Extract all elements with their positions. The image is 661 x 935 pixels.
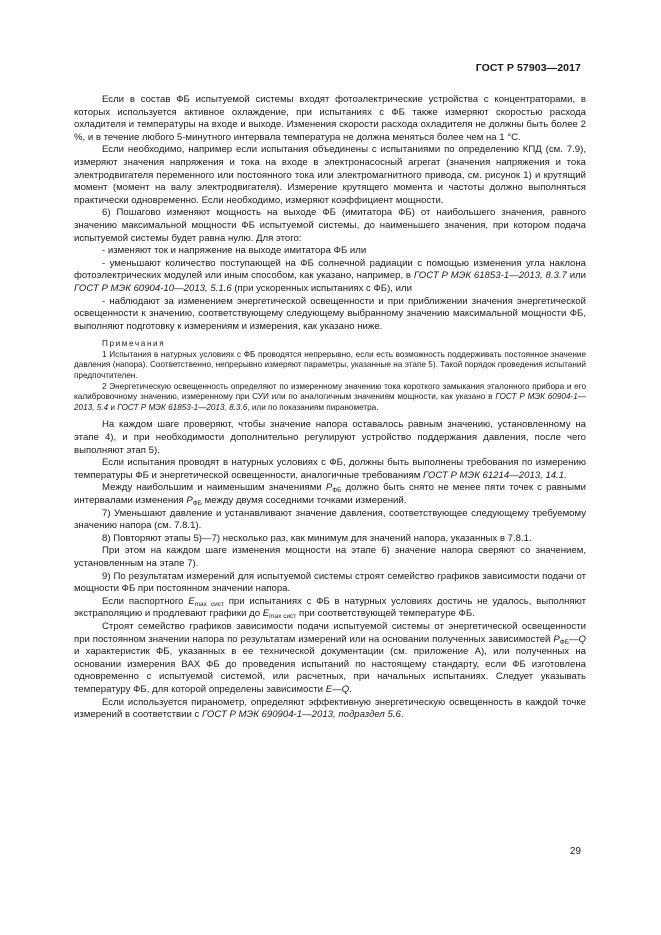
page-content (74, 94, 586, 722)
paragraph-head-verify: При этом на каждом шаге изменения мощности на этапе 6) значение напора сверяют со значением, установленным на этапе 7). (74, 545, 586, 569)
paragraph-field-tests: Если испытания проводят в натурных условиях с ФБ, должны быть выполнены требования по измерению температуры ФБ и энергетической освещенности, аналогичные требованиям ГОСТ Р МЭК 61214—2013, 14.1. (74, 457, 586, 481)
paragraph-step-6: 6) Пошагово изменяют мощность на выходе ФБ (имитатора ФБ) от наибольшего значения, равного значению максимальной мощности ФБ испытуемой системы, до наименьшего значения, при котором подача испытуемой системы будет равна нулю. Для этого: (74, 207, 586, 244)
note-1: 1 Испытания в натурных условиях с ФБ проводятся непрерывно, если есть возможность поддерживать постоянное значение давления (напора). Соответственно, непрерывно измеряют параметры, указанные на этапе 5). Такой порядок проведения испытаний предпочтителен. (74, 349, 586, 381)
bullet-item-3: - наблюдают за изменением энергетической освещенности и при приближении значения энергетической освещенности к значению, соответствующему следующему выбранному значению максимальной мощности ФБ, выполняют подготовку к измерениям и измерения, как указано ниже. (74, 295, 586, 332)
paragraph-cooling: Если в состав ФБ испытуемой системы входят фотоэлектрические устройства с концентраторами, в которых используется активное охлаждение, при испытаниях с ФБ также измеряют скоростью расхода охладителя и температуры на входе и выходе. Изменения скорости расхода охладителя не должны быть более 2 %, и в течение любого 5-минутного интервала температура не должна меняться более чем на 1 °С. (74, 94, 586, 143)
paragraph-step-7: 7) Уменьшают давление и устанавливают значение давления, соответствующее следующему требуемому значению напора (см. 7.8.1). (74, 507, 586, 532)
paragraph-five-points: Между наибольшим и наименьшим значениями $P_{ФБ}$ должно быть снято не менее пяти точек с равными интервалами изменения $P_{ФБ}$ между двумя соседними точками измерений. (74, 482, 586, 507)
paragraph-head-check: На каждом шаге проверяют, чтобы значение напора оставалось равным значению, установленному на этапе 4), и при необходимости дополнительно регулируют устройство поддержания давления, после чего выполняют этап 5). (74, 419, 586, 456)
paragraph-step-8: 8) Повторяют этапы 5)—7) несколько раз, как минимум для значений напора, указанных в 7.8.1. (102, 532, 532, 544)
paragraph-efficiency: Если необходимо, например если испытания объединены с испытаниями по определению КПД (см. 7.9), измеряют значения напряжения и тока на входе в электронасосный агрегат (значения напряжения и тока электродвигателя переменного или постоянного тока или электромагнитного привода, см. рисунок 1) и крутящий момент (момент на валу электродвигателя). Измерение крутящего момента и частоты должно выполняться практически одновременно. Если необходимо, измеряют коэффициент мощности. (74, 144, 586, 206)
notes-title: Примечания (102, 339, 166, 349)
paragraph-graph-family: Строят семейство графиков зависимости подачи испытуемой системы от энергетической освещенности при постоянном значении напора по результатам измерений или на основании полученных зависимостей $P_{ФБ}—Q$ и характеристик ФБ, указанных в ее технической документации (см. приложение А), или полученных на основании измерения ВАХ ФБ до проведения испытаний по настоящему стандарту, если ФБ изготовлена одновременно с испытуемой системой, или расчетных, при начальных испытаниях. Следует указывать температуру ФБ, для которой определены зависимости E—Q. (74, 620, 586, 695)
note-2: 2 Энергетическую освещенность определяют по измеренному значению тока короткого замыкания эталонного прибора и его калибровочному значению, измеренному при СУИ или по аналогичным значениям мощности, как указано в ГОСТ Р МЭК 60904-1—2013, 5.4 и ГОСТ Р МЭК 61853-1—2013, 8.3.6, или по показаниям пиранометра. (74, 381, 586, 412)
page-number: 29 (569, 846, 581, 857)
bullet-item-2: - уменьшают количество поступающей на ФБ солнечной радиации с помощью изменения угла наклона фотоэлектрических модулей или иным способом, как указано, например, в ГОСТ Р МЭК 61853-1—2013, 8.3.7 или ГОСТ Р МЭК 60904-10—2013, 5.1.6 (при ускоренных испытаниях с ФБ), или (74, 257, 587, 294)
paragraph-pyranometer: Если используется пиранометр, определяют эффективную энергетическую освещенность в каждой точке измерений в соответствии с ГОСТ Р МЭК 690904-1—2013, подраздел 5.6. (74, 696, 586, 721)
paragraph-step-9: 9) По результатам измерений для испытуемой системы строят семейство графиков зависимости подачи от мощности ФБ при постоянном значении напора. (74, 570, 586, 595)
paragraph-extrapolation: Если паспортного $E_{max сист}$ при испытаниях с ФБ в натурных условиях достичь не удалось, выполняют экстраполяцию и продлевают графики до $E_{max сист}$ при соответствующей температуре ФБ. (74, 595, 586, 621)
notes-block (74, 339, 586, 413)
after-notes-block (74, 419, 586, 721)
bullet-item-1: - изменяют ток и напряжение на выходе имитатора ФБ или (102, 245, 367, 257)
standard-header: ГОСТ Р 57903—2017 (475, 62, 581, 74)
